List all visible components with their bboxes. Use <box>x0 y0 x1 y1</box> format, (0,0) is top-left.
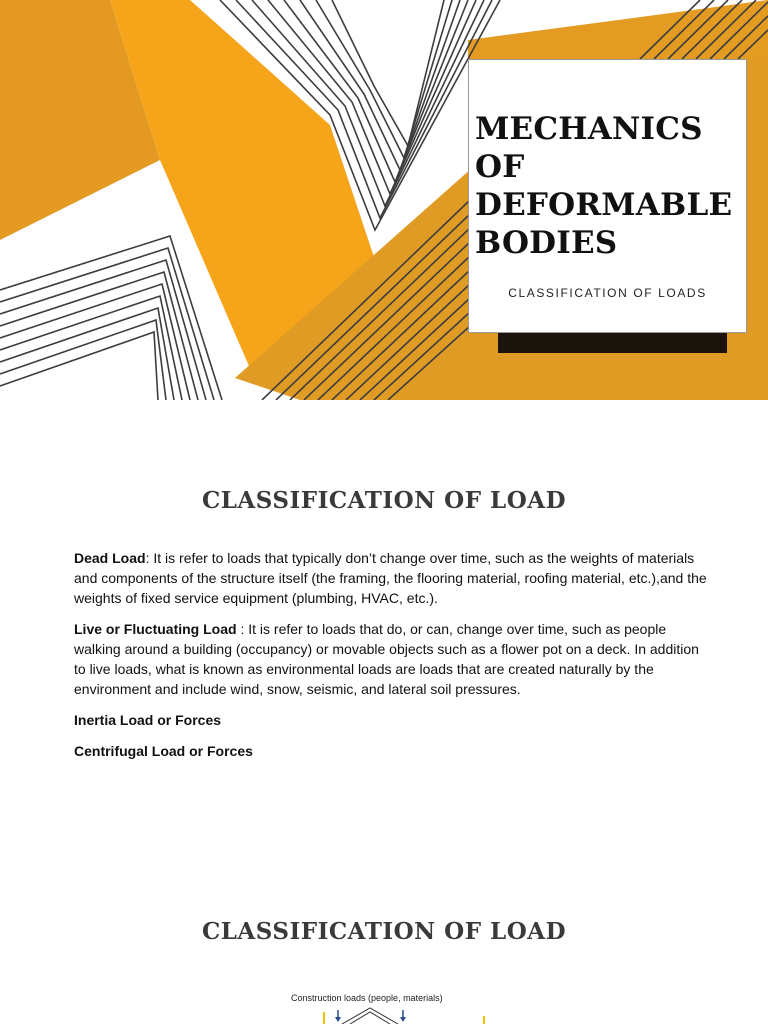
title-card <box>468 59 747 333</box>
section-heading: CLASSIFICATION OF LOAD <box>201 487 567 514</box>
load-diagram <box>300 1000 500 1024</box>
title-line: MECHANICS <box>475 111 703 147</box>
term: Live or Fluctuating Load <box>74 621 237 637</box>
page-title <box>475 110 747 262</box>
title-slide <box>0 0 768 400</box>
title-line: OF <box>475 149 525 185</box>
definition-centrifugal-load <box>74 741 714 761</box>
diagram-slide <box>0 832 768 1024</box>
content-slide <box>0 400 768 832</box>
arrowhead-icon <box>335 1017 341 1022</box>
page-subtitle: CLASSIFICATION OF LOADS <box>508 286 707 300</box>
definition-text: : It is refer to loads that typically don’t change over time, such as the weights of materials and components of the structure itself (the framing, the flooring material, roofing material, etc.),and the weights of fixed service equipment (plumbing, HVAC, etc.). <box>74 550 707 606</box>
definition-text: : It is refer to loads that do, or can, change over time, such as people walking around a building (occupancy) or movable objects such as a flower pot on a deck. In addition to live loads, what is known as environmental loads are loads that are created naturally by the environment and include wind, snow, seismic, and lateral soil pressures. <box>74 621 699 697</box>
roof-outline-icon <box>350 1012 390 1024</box>
title-line: DEFORMABLE <box>475 187 733 223</box>
term: Centrifugal Load or Forces <box>74 743 253 759</box>
definition-live-load <box>74 619 714 699</box>
section-heading: CLASSIFICATION OF LOAD <box>201 918 567 945</box>
stripes-left <box>0 236 222 400</box>
title-accent-bar <box>498 333 727 353</box>
definition-dead-load <box>74 548 714 608</box>
definition-inertia-load <box>74 710 714 730</box>
arrowhead-icon <box>400 1017 406 1022</box>
title-line: BODIES <box>475 225 618 261</box>
term: Dead Load <box>74 550 146 566</box>
term: Inertia Load or Forces <box>74 712 222 728</box>
diagram-caption: Construction loads (people, materials) <box>291 993 443 1003</box>
orange-shape-top-right <box>468 0 768 60</box>
load-definitions <box>74 548 714 772</box>
roof-outline-icon <box>342 1008 398 1024</box>
